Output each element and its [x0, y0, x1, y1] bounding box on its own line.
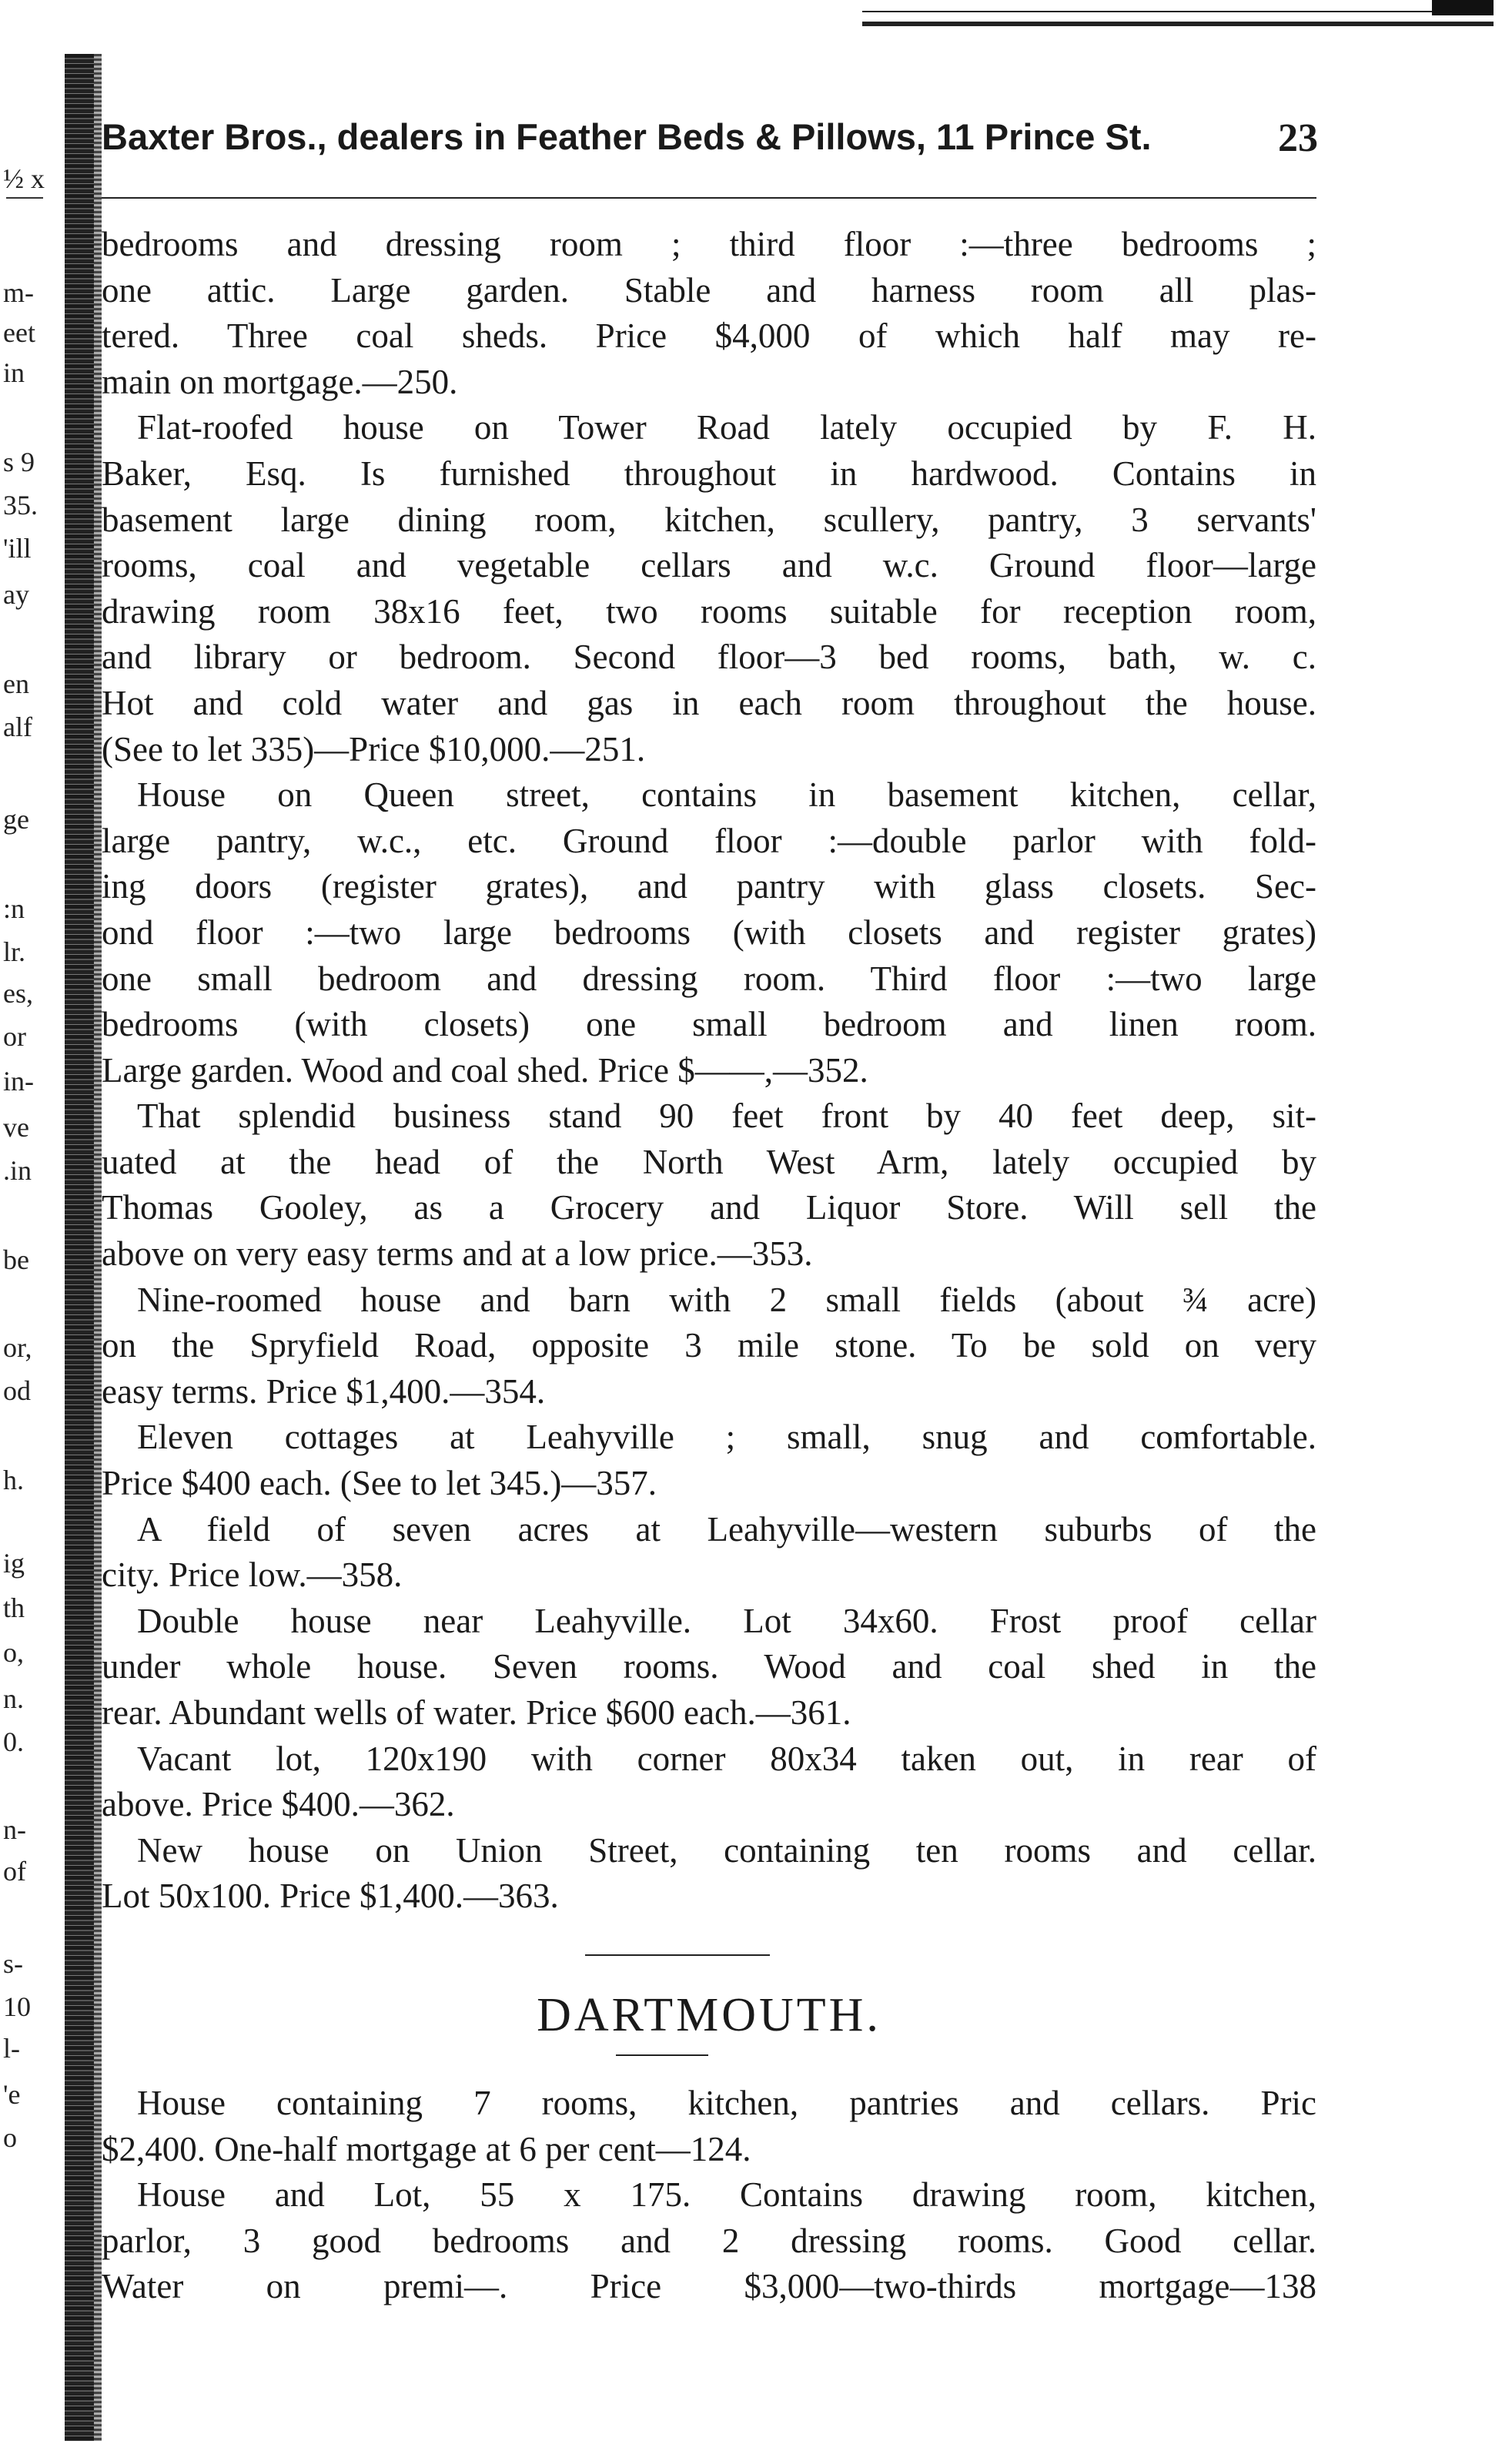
text-line: parlor, 3 good bedrooms and 2 dressing rooms. Good cellar.: [102, 2221, 1316, 2260]
margin-fragment: o,: [3, 1637, 24, 1668]
left-margin-bleed: [0, 0, 65, 2441]
text-line: House and Lot, 55 x 175. Contains drawing room, kitchen,: [137, 2175, 1316, 2215]
margin-fragment: 'e: [3, 2079, 21, 2110]
margin-fragment: :n: [3, 893, 25, 924]
text-line: A field of seven acres at Leahyville—western suburbs of the: [137, 1509, 1316, 1549]
text-line: drawing room 38x16 feet, two rooms suitable for reception room,: [102, 591, 1316, 631]
margin-fragment: en: [3, 668, 29, 699]
text-line: (See to let 335)—Price $10,000.—251.: [102, 729, 646, 768]
text-line: $2,400. One-half mortgage at 6 per cent—124.: [102, 2129, 751, 2168]
margin-fragment: ½ x: [3, 163, 45, 194]
margin-fragment: or,: [3, 1332, 32, 1363]
margin-fragment: lr.: [3, 936, 26, 967]
text-line: rooms, coal and vegetable cellars and w.c. Ground floor—large: [102, 546, 1316, 585]
margin-fragment: od: [3, 1375, 31, 1406]
margin-fragment: in: [3, 357, 25, 388]
text-line: Eleven cottages at Leahyville ; small, snug and comfortable.: [137, 1418, 1316, 1457]
margin-fragment: .in: [3, 1155, 32, 1186]
text-line: Double house near Leahyville. Lot 34x60. Frost proof cellar: [137, 1601, 1316, 1640]
running-head: Baxter Bros., dealers in Feather Beds & Pillows, 11 Prince St.: [102, 116, 1152, 157]
margin-fragment: s-: [3, 1948, 23, 1979]
margin-fragment: in-: [3, 1066, 34, 1097]
text-line: Water on premi—. Price $3,000—two-thirds mortgage—138: [102, 2267, 1316, 2306]
text-line: ing doors (register grates), and pantry with glass closets. Sec-: [102, 867, 1316, 906]
listings-top: [102, 222, 1316, 1920]
margin-fragment: 0.: [3, 1726, 24, 1757]
margin-fragment: of: [3, 1856, 26, 1887]
section-title: DARTMOUTH.: [537, 1989, 881, 2041]
text-line: bedrooms and dressing room ; third floor :—three bedrooms ;: [102, 225, 1316, 263]
text-line: bedrooms (with closets) one small bedroom and linen room.: [102, 1005, 1316, 1044]
margin-fragment: h.: [3, 1465, 24, 1495]
text-line: Baker, Esq. Is furnished throughout in hardwood. Contains in: [102, 454, 1316, 493]
text-line: and library or bedroom. Second floor—3 bed rooms, bath, w. c.: [102, 638, 1316, 677]
header-rule: [102, 197, 1316, 199]
margin-fragment: es,: [3, 978, 33, 1009]
text-line: House containing 7 rooms, kitchen, pantries and cellars. Pric: [137, 2084, 1316, 2122]
text-line: easy terms. Price $1,400.—354.: [102, 1371, 546, 1411]
text-line: Large garden. Wood and coal shed. Price $——,—352.: [102, 1050, 868, 1090]
text-line: Price $400 each. (See to let 345.)—357.: [102, 1464, 657, 1503]
page-number: 23: [1278, 116, 1318, 160]
margin-fragment: ve: [3, 1112, 29, 1143]
text-line: above. Price $400.—362.: [102, 1785, 455, 1824]
text-line: That splendid business stand 90 feet front by 40 feet deep, sit-: [137, 1097, 1316, 1136]
margin-fragment: be: [3, 1244, 29, 1275]
text-line: New house on Union Street, containing ten rooms and cellar.: [137, 1830, 1316, 1870]
margin-fragment: ay: [3, 579, 29, 610]
margin-fragment: ig: [3, 1548, 25, 1579]
margin-fragment: l-: [3, 2033, 20, 2064]
text-line: House on Queen street, contains in basement kitchen, cellar,: [137, 775, 1316, 815]
text-line: Flat-roofed house on Tower Road lately occupied by F. H.: [137, 408, 1316, 447]
margin-fragment: 35.: [3, 490, 38, 521]
margin-fragment: 'ill: [3, 533, 32, 564]
text-line: Hot and cold water and gas in each room throughout the house.: [102, 683, 1316, 722]
text-line: basement large dining room, kitchen, scullery, pantry, 3 servants': [102, 500, 1316, 539]
text-line: one attic. Large garden. Stable and harness room all plas-: [102, 270, 1316, 310]
text-line: on the Spryfield Road, opposite 3 mile stone. To be sold on very: [102, 1326, 1316, 1365]
listings-bottom: [102, 2081, 1316, 2310]
margin-fragment: n-: [3, 1814, 26, 1845]
text-line: under whole house. Seven rooms. Wood and coal shed in the: [102, 1647, 1316, 1686]
top-border-mark: [1432, 0, 1494, 15]
text-line: Nine-roomed house and barn with 2 small fields (about ¾ acre): [137, 1280, 1316, 1319]
margin-fragment: n.: [3, 1683, 24, 1714]
top-border-rule: [862, 11, 1494, 26]
text-line: one small bedroom and dressing room. Third floor :—two large: [102, 959, 1316, 998]
text-line: city. Price low.—358.: [102, 1555, 403, 1595]
margin-fragment: th: [3, 1592, 25, 1623]
text-line: Lot 50x100. Price $1,400.—363.: [102, 1877, 559, 1916]
margin-fragment: 10: [3, 1991, 31, 2022]
text-line: above on very easy terms and at a low price.—353.: [102, 1234, 813, 1274]
text-line: large pantry, w.c., etc. Ground floor :—double parlor with fold-: [102, 821, 1316, 860]
section-rule-lower: [616, 2054, 708, 2056]
margin-fragment: eet: [3, 317, 35, 348]
margin-fragment: ge: [3, 804, 29, 835]
section-rule-upper: [585, 1954, 770, 1956]
margin-fragment: s 9: [3, 447, 35, 477]
text-line: main on mortgage.—250.: [102, 362, 458, 401]
margin-fragment: o: [3, 2122, 17, 2153]
margin-dash: [6, 197, 43, 199]
text-line: Thomas Gooley, as a Grocery and Liquor Store. Will sell the: [102, 1188, 1316, 1227]
margin-fragment: m-: [3, 277, 34, 308]
text-line: rear. Abundant wells of water. Price $600 each.—361.: [102, 1693, 851, 1732]
text-line: ond floor :—two large bedrooms (with closets and register grates): [102, 912, 1316, 952]
text-line: uated at the head of the North West Arm, lately occupied by: [102, 1142, 1316, 1181]
binding-gutter-edge: [94, 54, 102, 2441]
text-line: Vacant lot, 120x190 with corner 80x34 taken out, in rear of: [137, 1739, 1316, 1778]
text-line: tered. Three coal sheds. Price $4,000 of which half may re-: [102, 316, 1316, 356]
margin-fragment: alf: [3, 712, 32, 742]
margin-fragment: or: [3, 1021, 26, 1052]
